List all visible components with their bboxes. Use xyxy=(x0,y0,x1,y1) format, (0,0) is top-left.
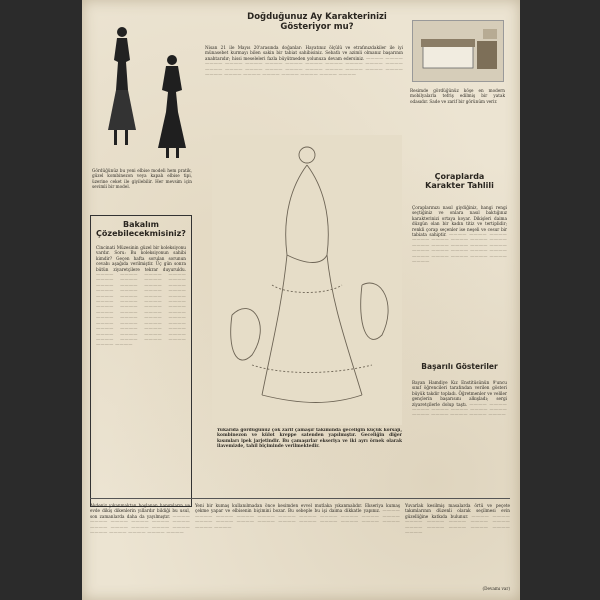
corap-body-text: Çoraplarınızı nasıl giydiğiniz, hangi rengi seçtiğiniz ve onlara nasıl baktığınız karakterinizi ortaya koyar. Dikişleri daima düzgün olan bir kadın titiz ve tertiplidir; renkli çorap seçenler ise neşeli ve cesur bir tabiata sahiptir. xyxy=(412,205,507,238)
puzzle-title-line2: Çözebilecekmisiniz? xyxy=(96,229,186,238)
bottom-left-text: Akdeniz yıkanmaktan hoşlanan hanımların ve evde dikiş dikenlerin yıllardır bildiği bu usul, son zamanlarda daha da yayılmıştır. xyxy=(90,503,190,519)
birthday-title-line1: Doğduğunuz Ay Karakterinizi xyxy=(247,12,387,22)
lingerie-caption xyxy=(217,428,402,483)
fashion-caption-text: Gördüğünüz bu yeni elbise modeli hem pratik, güzel kombinezon veya kapalı elbise tipi, üzerine ceket ile giyilebilir. Her mevsim için sevimli bir model. xyxy=(92,168,192,190)
birthday-body-text: Nisan 21 ile Mayıs 20'arasında doğanlar: Hayatınız ölçülü ve etrafınızdakiler ile iyi münasebet kurmayı bilen sakin bir tabiat sahibisiniz. Sebatlı ve azimli olmanız başarının anahtarıdır; hissi meseleleri fazla büyütmeden yolunuza devam edersiniz. xyxy=(205,45,403,61)
bottom-middle-text: Yeni bir kumaş kullanılmadan önce kesimden evvel mutlaka yıkanmalıdır. Ekseriya kumaş çekme yapar ve elbisenin biçimini bozar. Bu sebeple bu işi daima dikkatle yapınız. xyxy=(195,503,400,514)
basarili-body: Bayan Hamdiye Kız Enstitüsünün 9'uncu sınıf öğrencileri tarafından verilen gösteri büyük takdir topladı. Öğretmenler ve veliler gençlerin başarısını alkışladı; sergi ziyaretçilerle dolup taştı. ———— ———— ———— ———— ———— ———— ———— ———— ———— ———— ———— ———— xyxy=(412,380,507,418)
bottom-right-text: Yuvarlak kesilmiş masalarda örtü ve peçete takımlarının düzenli olarak seçilmesi evin güzelliğine katkıda bulunur. xyxy=(405,503,510,519)
footer-note-text: (Devamı var) xyxy=(482,586,510,591)
footer-note xyxy=(462,586,510,594)
corap-body: Çoraplarınızı nasıl giydiğiniz, hangi rengi seçtiğiniz ve onlara nasıl baktığınız karakterinizi ortaya koyar. Dikişleri daima düzgün olan bir kadın titiz ve tertiplidir; renkli çorap seçenler ise neşeli ve cesur bir tabiata sahiptir. ———— ———— ———— ———— ———— ———— ———— ———— ———— ———— ———— ———— ———— ———— ———— ———— ———— ———— ———— ———— ———— ———— ———— ———— xyxy=(412,205,507,265)
basarili-body-text: Bayan Hamdiye Kız Enstitüsünün 9'uncu sınıf öğrencileri tarafından verilen gösteri büyük takdir topladı. Öğretmenler ve veliler gençlerin başarısını alkışladı; sergi ziyaretçilerle dolup taştı. xyxy=(412,380,507,407)
puzzle-title-line1: Bakalım xyxy=(122,220,160,229)
bottom-middle-column: Yeni bir kumaş kullanılmadan önce kesimden evvel mutlaka yıkanmalıdır. Ekseriya kumaş çekme yapar ve elbisenin biçimini bozar. Bu sebeple bu işi daima dikkatle yapınız. ———— ———— ———— ———— ———— ———— ———— ———— ———— ———— ———— ———— ———— ———— ———— ———— ———— ———— ———— ———— ———— ———— ———— xyxy=(195,503,400,530)
fashion-caption xyxy=(92,168,192,208)
divider-line xyxy=(90,498,510,499)
puzzle-body: Cincinati Müzesinin güzel bir koleksiyonu vardır. Soru: Bu koleksiyonun sahibi kimdir? Geçen hafta sorulan sorunun cevabı aşağıda verilmiştir. Üç gün sonra bütün ziyaretçilere tekrar duyuruldu. ———— ———— ———— ———— ———— ———— ———— ———— ———— ———— ———— ———— ———— ———— ———— ———— ———— ———— ———— ———— ———— ———— ———— ———— ———— ———— ———— ———— ———— ———— ———— ———— ———— ———— ———— ———— ———— ———— ———— ———— ———— ———— ———— ———— ———— ———— ———— ———— ———— ———— ———— ———— ———— ———— xyxy=(96,245,186,348)
lingerie-illustration xyxy=(212,135,402,425)
puzzle-body-text: Cincinati Müzesinin güzel bir koleksiyonu vardır. Soru: Bu koleksiyonun sahibi kimdir? Geçen hafta sorulan sorunun cevabı aşağıda verilmiştir. Üç gün sonra bütün ziyaretçilere tekrar duyuruldu. xyxy=(96,245,186,272)
birthday-title xyxy=(232,12,402,32)
newspaper-page xyxy=(82,0,520,600)
bedroom-photo xyxy=(412,20,504,82)
bedroom-caption-text: Resimde gördüğünüz köşe en modern mobilyalarla tefriş edilmiş bir yatak odasıdır. Sade ve zarif bir görünüm verir. xyxy=(410,88,505,104)
bedroom-caption xyxy=(410,88,505,128)
corap-title-line1: Çoraplarda xyxy=(434,172,485,181)
birthday-title-line2: Gösteriyor mu? xyxy=(280,22,354,32)
basarili-title xyxy=(412,362,507,371)
puzzle-title xyxy=(92,220,190,238)
birthday-body: Nisan 21 ile Mayıs 20'arasında doğanlar: Hayatınız ölçülü ve etrafınızdakiler ile iyi münasebet kurmayı bilen sakin bir tabiat sahibisiniz. Sebatlı ve azimli olmanız başarının anahtarıdır; hissi meseleleri fazla büyütmeden yolunuza devam edersiniz. ———— ———— ———— ———— ———— ———— ———— ———— ———— ———— ———— ———— ———— ———— ———— ———— ———— ———— ———— ———— ———— ———— ———— ———— ———— ———— ———— ———— ———— ———— xyxy=(205,45,403,78)
bottom-left-column: Akdeniz yıkanmaktan hoşlanan hanımların ve evde dikiş dikenlerin yıllardır bildiği bu usul, son zamanlarda daha da yayılmıştır. ———— ———— ———— ———— ———— ———— ———— ———— ———— ———— ———— ———— ———— ———— ———— ———— xyxy=(90,503,190,536)
fashion-illustration xyxy=(92,20,202,160)
lingerie-caption-text: Yukarıda gördüğünüz çok zarif çamaşır takımında geceliğin küçük korsajı, kombinezon ve külot kreppe satenden yapılmıştır. Geceliğin diğer kısımları ipek jarjetindir. Bu çamaşırlar ekseriya ve iki ayrı örnek olarak ilavemizde, tahil biçiminde verilmektedir. xyxy=(217,428,402,450)
corap-title-line2: Karakter Tahlili xyxy=(425,181,494,190)
basarili-title-text: Başarılı Gösteriler xyxy=(421,362,498,371)
bottom-right-column: Yuvarlak kesilmiş masalarda örtü ve peçete takımlarının düzenli olarak seçilmesi evin güzelliğine katkıda bulunur. ———— ———— ———— ———— ———— ———— ———— ———— ———— ———— ———— ———— ———— xyxy=(405,503,510,536)
corap-title xyxy=(412,172,507,190)
